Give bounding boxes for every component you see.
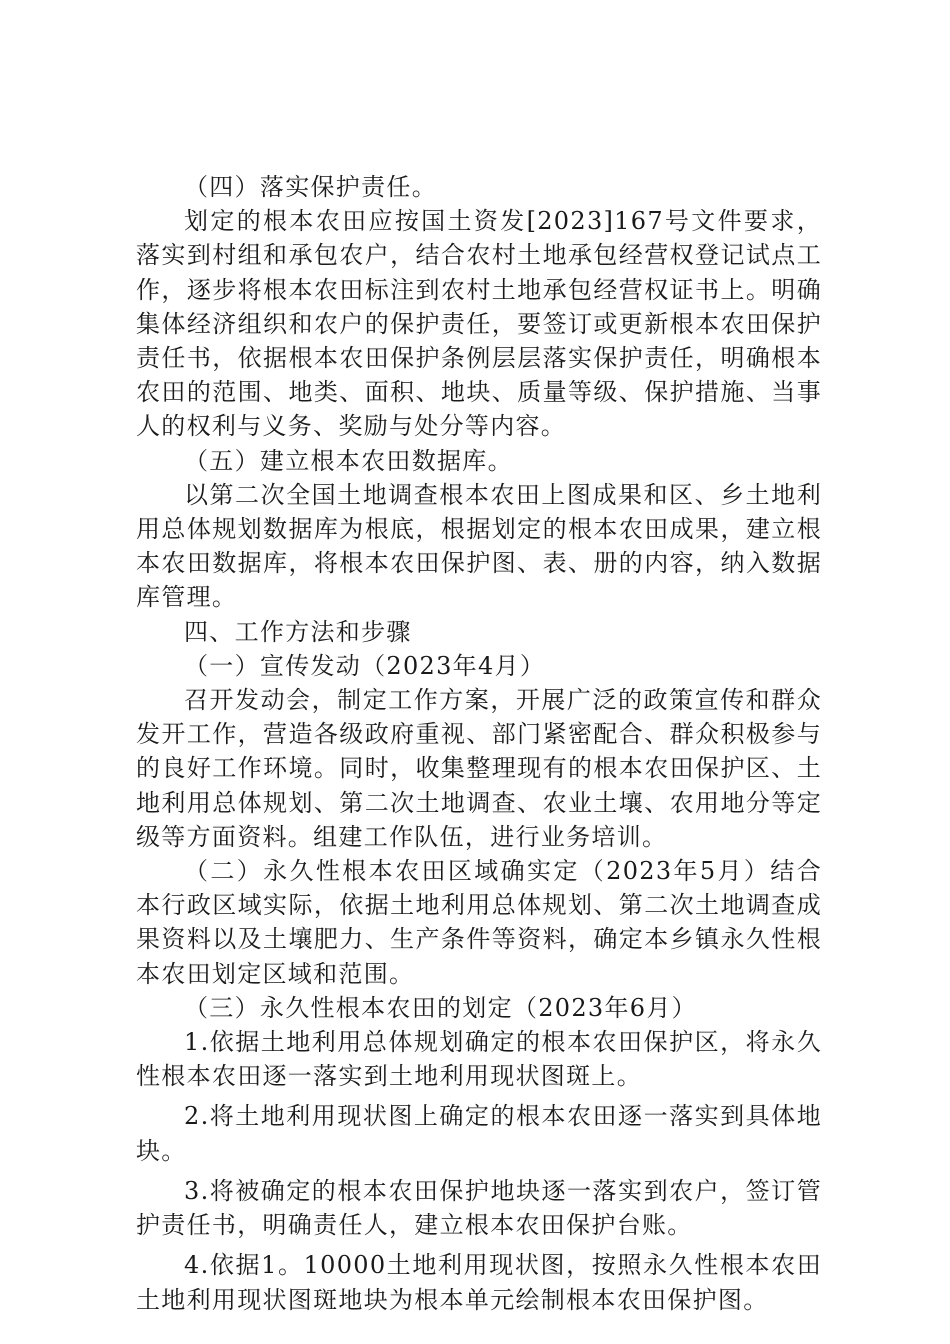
heading-delineation: （三）永久性根本农田的划定（2023年6月） [184,993,697,1022]
list-item-step-2: 2.将土地利用现状图上确定的根本农田逐一落实到具体地块。 [136,1102,822,1165]
heading-publicity: （一）宣传发动（2023年4月） [184,651,546,680]
list-item-step-4: 4.依据1。10000土地利用现状图，按照永久性根本农田土地利用现状图斑地块为根本单元绘制根本农田保护图。 [136,1251,822,1314]
heading-implement-responsibility: （四）落实保护责任。 [184,173,437,201]
section-heading-methods-steps: 四、工作方法和步骤 [184,617,412,646]
paragraph-database-body: 以第二次全国土地调查根本农田上图成果和区、乡土地利用总体规划数据库为根底，根据划定的根本农田成果，建立根本农田数据库，将根本农田保护图、表、册的内容，纳入数据库管理。 [136,480,822,612]
list-item-step-3: 3.将被确定的根本农田保护地块逐一落实到农户，签订管护责任书，明确责任人，建立根本农田保护台账。 [136,1176,822,1240]
paragraph-region-determination: （二）永久性根本农田区域确实定（2023年5月）结合本行政区域实际，依据土地利用总体规划、第二次土地调查成果资料以及土壤肥力、生产条件等资料，确定本乡镇永久性根本农田划定区域和范围。 [136,857,822,988]
document-body [136,170,822,1317]
heading-build-database: （五）建立根本农田数据库。 [184,446,513,475]
paragraph-responsibility-body: 划定的根本农田应按国土资发[2023]167号文件要求，落实到村组和承包农户，结合农村土地承包经营权登记试点工作，逐步将根本农田标注到农村土地承包经营权证书上。明确集体经济组织和农户的保护责任，要签订或更新根本农田保护责任书，依据根本农田保护条例层层落实保护责任，明确根本农田的范围、地类、面积、地块、质量等级、保护措施、当事人的权利与义务、奖励与处分等内容。 [136,207,822,441]
list-item-step-1: 1.依据土地利用总体规划确定的根本农田保护区，将永久性根本农田逐一落实到土地利用现状图斑上。 [136,1028,822,1091]
paragraph-publicity-body: 召开发动会，制定工作方案，开展广泛的政策宣传和群众发开工作，营造各级政府重视、部门紧密配合、群众积极参与的良好工作环境。同时，收集整理现有的根本农田保护区、土地利用总体规划、第二次土地调查、农业土壤、农用地分等定级等方面资料。组建工作队伍，进行业务培训。 [136,686,822,851]
